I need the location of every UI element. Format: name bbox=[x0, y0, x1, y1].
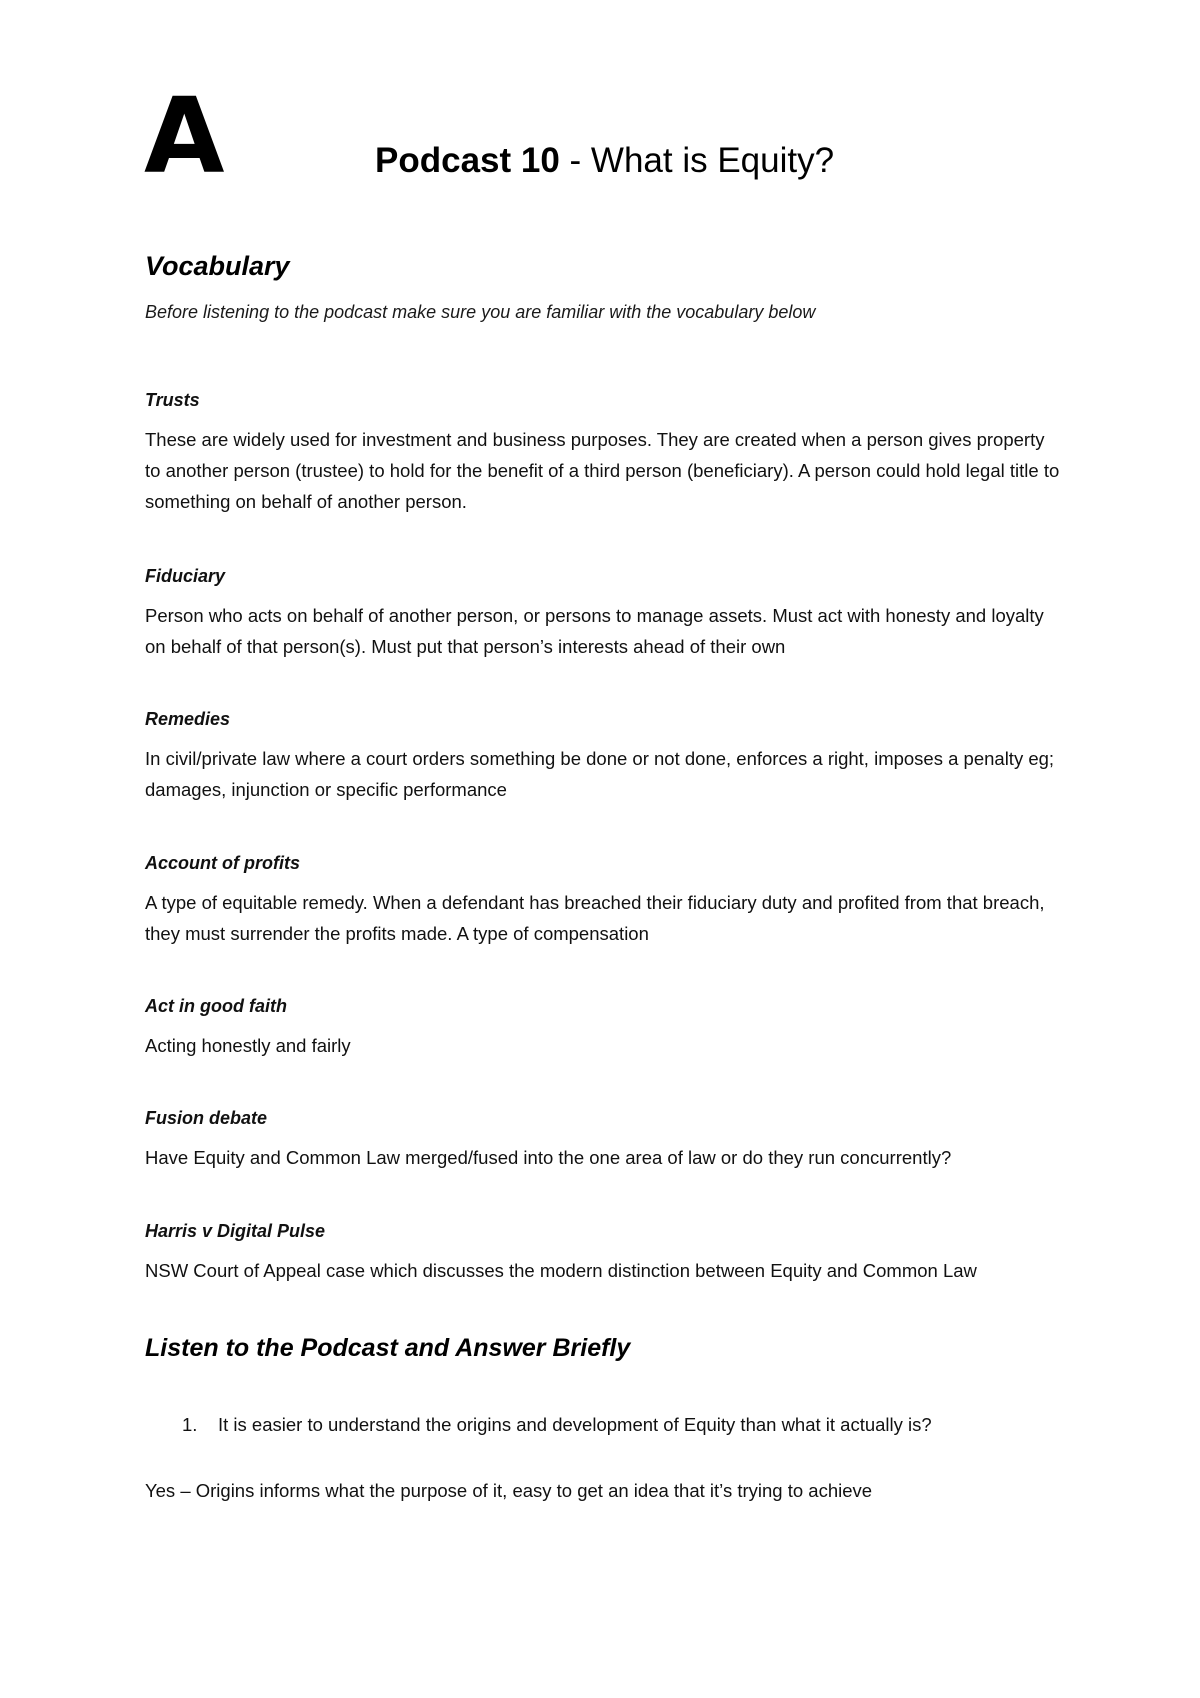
definition-trusts: These are widely used for investment and business purposes. They are created when a person gives property to another person (trustee) to hold for the benefit of a third person (beneficiary). A person could hold legal title to something on behalf of another person. bbox=[145, 429, 1060, 512]
section-letter: A bbox=[144, 75, 223, 197]
vocabulary-intro: Before listening to the podcast make sure you are familiar with the vocabulary below bbox=[145, 302, 816, 322]
term-harris-v-digital-pulse: Harris v Digital Pulse bbox=[145, 1221, 326, 1241]
questions-heading: Listen to the Podcast and Answer Briefly bbox=[145, 1334, 631, 1362]
definition-harris-v-digital-pulse: NSW Court of Appeal case which discusses the modern distinction between Equity and Common Law bbox=[145, 1260, 977, 1281]
definition-account-of-profits: A type of equitable remedy. When a defendant has breached their fiduciary duty and profited from that breach, they must surrender the profits made. A type of compensation bbox=[145, 892, 1045, 944]
vocabulary-heading: Vocabulary bbox=[145, 251, 290, 281]
answer-text: Yes – Origins informs what the purpose of it, easy to get an idea that it’s trying to achieve bbox=[145, 1480, 873, 1501]
term-account-of-profits: Account of profits bbox=[145, 853, 300, 873]
term-act-in-good-faith: Act in good faith bbox=[145, 996, 287, 1016]
page-title bbox=[375, 140, 834, 182]
question-item bbox=[182, 1414, 932, 1436]
question-number: 1. bbox=[182, 1414, 198, 1435]
term-remedies: Remedies bbox=[145, 709, 231, 729]
question-text: It is easier to understand the origins and development of Equity than what it actually is? bbox=[218, 1414, 932, 1435]
page-title-rest: - What is Equity? bbox=[559, 141, 835, 180]
term-fiduciary: Fiduciary bbox=[145, 566, 226, 586]
page-title-bold: Podcast 10 bbox=[375, 141, 560, 180]
definition-fusion-debate: Have Equity and Common Law merged/fused into the one area of law or do they run concurrently? bbox=[145, 1147, 952, 1168]
definition-act-in-good-faith: Acting honestly and fairly bbox=[145, 1035, 351, 1056]
definition-remedies: In civil/private law where a court orders something be done or not done, enforces a right, imposes a penalty eg; damages, injunction or specific performance bbox=[145, 748, 1055, 800]
term-fusion-debate: Fusion debate bbox=[145, 1108, 268, 1128]
term-trusts: Trusts bbox=[145, 390, 200, 410]
definition-fiduciary: Person who acts on behalf of another person, or persons to manage assets. Must act with honesty and loyalty on behalf of that person(s). Must put that person’s interests ahead of their own bbox=[145, 605, 1044, 657]
